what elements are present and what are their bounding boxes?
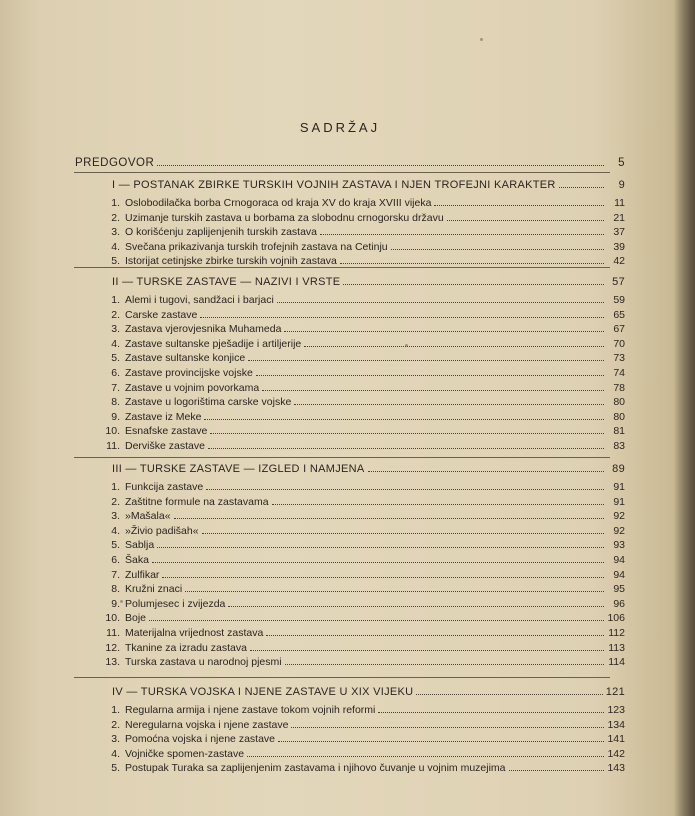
item-title: Zastava vjerovjesnika Muhameda bbox=[125, 323, 282, 336]
chapter-item-text bbox=[100, 597, 225, 611]
page-number: 78 bbox=[613, 381, 625, 394]
section-divider bbox=[74, 457, 610, 458]
chapter-item bbox=[100, 424, 625, 438]
chapter-item-text bbox=[100, 538, 154, 552]
page-number: 57 bbox=[612, 276, 625, 288]
page-number: 59 bbox=[613, 294, 625, 306]
dot-leader bbox=[378, 703, 604, 713]
page-number: 91 bbox=[613, 481, 625, 493]
section-divider bbox=[74, 172, 610, 173]
item-number: 3. bbox=[111, 323, 120, 336]
page-number: 37 bbox=[613, 226, 625, 239]
item-title: Oslobodilačka borba Crnogoraca od kraja XV do kraja XVIII vijeka bbox=[125, 197, 432, 209]
dot-leader bbox=[343, 275, 604, 285]
page-number: 42 bbox=[613, 255, 625, 268]
chapter-heading-text bbox=[112, 685, 413, 699]
item-title: Svečana prikazivanja turskih trofejnih zastava na Cetinju bbox=[125, 240, 388, 253]
chapter-item-text bbox=[100, 553, 149, 567]
item-title: Polumjesec i zvijezda bbox=[125, 597, 226, 610]
item-title: Zastave provincijske vojske bbox=[125, 367, 253, 379]
item-title: I — POSTANAK ZBIRKE TURSKIH VOJNIH ZASTAVA I NJEN TROFEJNI KARAKTER bbox=[112, 179, 556, 191]
item-title: »Mašala« bbox=[125, 510, 171, 523]
item-number: 11. bbox=[106, 627, 120, 639]
paper-speck bbox=[480, 38, 483, 41]
dot-leader bbox=[162, 568, 604, 578]
item-number: 4. bbox=[111, 524, 120, 537]
item-title: Sablja bbox=[125, 539, 155, 552]
page-number: 121 bbox=[605, 686, 625, 698]
dot-leader bbox=[294, 395, 604, 405]
item-number: 5. bbox=[111, 255, 120, 268]
dot-leader bbox=[204, 410, 604, 420]
chapter-item-text bbox=[100, 225, 317, 239]
chapter-item-text bbox=[100, 509, 171, 523]
item-number: 8. bbox=[111, 583, 120, 596]
dot-leader bbox=[447, 211, 604, 221]
item-title: Istorijat cetinjske zbirke turskih vojnih zastava bbox=[125, 255, 337, 268]
item-number: 2. bbox=[111, 308, 120, 321]
dot-leader bbox=[291, 718, 604, 728]
item-title: Zastave u vojnim povorkama bbox=[125, 381, 260, 394]
chapter-item bbox=[100, 495, 625, 509]
dot-leader bbox=[256, 366, 604, 376]
chapter-item bbox=[100, 582, 625, 596]
page-number: 142 bbox=[607, 747, 625, 760]
dot-leader bbox=[250, 641, 604, 651]
dot-leader bbox=[210, 424, 604, 434]
dot-leader bbox=[149, 611, 604, 621]
item-number: 3. bbox=[111, 510, 120, 523]
chapter-item-text bbox=[100, 480, 203, 494]
item-title: O korišćenju zaplijenjenih turskih zastava bbox=[125, 226, 318, 239]
chapter-item bbox=[100, 703, 625, 717]
chapter-item-text bbox=[100, 703, 375, 717]
item-title: II — TURSKE ZASTAVE — NAZIVI I VRSTE bbox=[112, 276, 341, 288]
chapter-item-text bbox=[100, 495, 269, 509]
dot-leader bbox=[320, 225, 604, 235]
chapter-item-text bbox=[100, 240, 388, 254]
chapter-item-text bbox=[100, 366, 253, 380]
item-title: Zulfikar bbox=[125, 568, 160, 581]
chapter-heading bbox=[112, 685, 625, 699]
item-number: 7. bbox=[111, 381, 120, 394]
item-title: PREDGOVOR bbox=[75, 157, 155, 169]
dot-leader bbox=[248, 351, 604, 361]
item-title: Šaka bbox=[125, 554, 149, 566]
item-title: Kružni znaci bbox=[125, 583, 183, 596]
page-number: 94 bbox=[613, 554, 625, 566]
chapter-item-text bbox=[100, 582, 182, 596]
chapter-item bbox=[100, 553, 625, 567]
chapter-item-text bbox=[100, 655, 282, 669]
dot-leader bbox=[368, 462, 604, 472]
page-number: 39 bbox=[613, 240, 625, 253]
chapter-item-text bbox=[100, 337, 301, 351]
page-number: 81 bbox=[613, 425, 625, 438]
chapter-heading bbox=[112, 178, 625, 192]
item-title: IV — TURSKA VOJSKA I NJENE ZASTAVE U XIX VIJEKU bbox=[112, 686, 414, 698]
page-number: 70 bbox=[613, 337, 625, 350]
page-number: 65 bbox=[613, 308, 625, 321]
item-number: 6. bbox=[111, 554, 120, 566]
chapter-item-text bbox=[100, 308, 197, 322]
chapter-item bbox=[100, 381, 625, 395]
dot-leader bbox=[416, 685, 602, 695]
item-number: 13. bbox=[105, 656, 120, 669]
dot-leader bbox=[206, 480, 604, 490]
item-title: Alemi i tugovi, sandžaci i barjaci bbox=[125, 294, 274, 306]
dot-leader bbox=[559, 178, 604, 188]
chapter-item-text bbox=[100, 626, 263, 640]
dot-leader bbox=[266, 626, 604, 636]
item-title: Pomoćna vojska i njene zastave bbox=[125, 733, 275, 746]
dot-leader bbox=[157, 156, 604, 166]
chapter-item bbox=[100, 439, 625, 453]
chapter-item bbox=[100, 732, 625, 746]
item-title: Regularna armija i njene zastave tokom vojnih reformi bbox=[125, 704, 376, 716]
item-title: Funkcija zastave bbox=[125, 481, 204, 493]
chapter-item-text bbox=[100, 322, 281, 336]
item-number: 9. bbox=[111, 597, 120, 610]
dot-leader bbox=[152, 553, 604, 563]
page-number: 113 bbox=[608, 641, 625, 654]
dot-leader bbox=[174, 509, 604, 519]
chapter-item bbox=[100, 351, 625, 365]
dot-leader bbox=[208, 439, 604, 449]
item-number: 1. bbox=[111, 294, 120, 306]
page-number: 89 bbox=[612, 463, 625, 475]
page-number: 5 bbox=[618, 157, 625, 169]
dot-leader bbox=[340, 254, 604, 264]
item-number: 5. bbox=[111, 762, 120, 775]
chapter-item-text bbox=[100, 761, 506, 775]
item-title: Zaštitne formule na zastavama bbox=[125, 495, 269, 508]
chapter-item-text bbox=[100, 196, 431, 210]
chapter-item-text bbox=[100, 211, 444, 225]
item-number: 12. bbox=[105, 641, 120, 654]
chapter-heading-text bbox=[112, 462, 365, 476]
dot-leader bbox=[285, 655, 604, 665]
item-number: 4. bbox=[111, 747, 120, 760]
item-number: 1. bbox=[111, 481, 120, 493]
chapter-heading bbox=[112, 462, 625, 476]
chapter-item bbox=[100, 395, 625, 409]
chapter-item bbox=[100, 337, 625, 351]
chapter-item-text bbox=[100, 747, 244, 761]
page-number: 123 bbox=[607, 704, 625, 716]
page-number: 114 bbox=[608, 656, 625, 669]
section-divider bbox=[74, 267, 610, 268]
toc-title: SADRŽAJ bbox=[299, 120, 381, 135]
chapter-item bbox=[100, 410, 625, 424]
chapter-heading bbox=[112, 275, 625, 289]
dot-leader bbox=[247, 747, 604, 757]
page-number: 92 bbox=[613, 524, 625, 537]
item-number: 6. bbox=[111, 367, 120, 379]
chapter-item-text bbox=[100, 732, 275, 746]
chapter-item bbox=[100, 509, 625, 523]
page-number: 94 bbox=[613, 568, 625, 581]
item-number: 11. bbox=[106, 440, 120, 452]
chapter-item bbox=[100, 308, 625, 322]
chapter-item bbox=[100, 655, 625, 669]
chapter-item bbox=[100, 293, 625, 307]
page-number: 143 bbox=[607, 762, 625, 775]
chapter-item bbox=[100, 366, 625, 380]
page-number: 141 bbox=[607, 733, 625, 746]
item-number: 8. bbox=[111, 396, 120, 409]
chapter-item bbox=[100, 240, 625, 254]
chapter-item bbox=[100, 718, 625, 732]
chapter-item bbox=[100, 611, 625, 625]
page-number: 11 bbox=[614, 197, 625, 209]
dot-leader bbox=[509, 761, 604, 771]
chapter-item bbox=[100, 225, 625, 239]
item-number: 1. bbox=[111, 197, 120, 209]
item-number: 7. bbox=[111, 568, 120, 581]
item-title: Tkanine za izradu zastava bbox=[125, 641, 247, 654]
item-number: 1. bbox=[111, 704, 120, 716]
item-number: 3. bbox=[111, 226, 120, 239]
chapter-item bbox=[100, 538, 625, 552]
item-title: Zastave sultanske konjice bbox=[125, 352, 246, 365]
chapter-item-text bbox=[100, 351, 245, 365]
item-title: Zastave sultanske pješadije i artiljerije bbox=[125, 337, 302, 350]
page-number: 93 bbox=[613, 539, 625, 552]
chapter-heading-text bbox=[112, 275, 340, 289]
chapter-item-text bbox=[100, 568, 159, 582]
item-title: Uzimanje turskih zastava u borbama za slobodnu crnogorsku državu bbox=[125, 211, 444, 224]
chapter-item bbox=[100, 761, 625, 775]
chapter-item bbox=[100, 524, 625, 538]
page-number: 80 bbox=[613, 410, 625, 423]
dot-leader bbox=[185, 582, 604, 592]
chapter-item bbox=[100, 626, 625, 640]
dot-leader bbox=[200, 308, 604, 318]
item-title: Esnafske zastave bbox=[125, 425, 208, 438]
preface-entry bbox=[75, 156, 625, 170]
section-divider bbox=[74, 677, 610, 678]
page-number: 9 bbox=[618, 179, 625, 191]
item-number: 5. bbox=[111, 539, 120, 552]
chapter-item-text bbox=[100, 293, 274, 307]
dot-leader bbox=[262, 381, 604, 391]
page-number: 83 bbox=[613, 440, 625, 452]
page-number: 80 bbox=[613, 396, 625, 409]
chapter-item bbox=[100, 196, 625, 210]
item-title: Neregularna vojska i njene zastave bbox=[125, 718, 289, 731]
item-number: 10. bbox=[105, 612, 120, 625]
item-title: Derviške zastave bbox=[125, 440, 205, 452]
chapter-item bbox=[100, 641, 625, 655]
page-number: 73 bbox=[613, 352, 625, 365]
chapter-heading-text bbox=[112, 178, 556, 192]
chapter-item bbox=[100, 211, 625, 225]
item-title: Zastave iz Meke bbox=[125, 410, 202, 423]
chapter-item bbox=[100, 597, 625, 611]
item-title: Carske zastave bbox=[125, 308, 198, 321]
dot-leader bbox=[272, 495, 604, 505]
item-title: Turska zastava u narodnoj pjesmi bbox=[125, 656, 282, 669]
item-title: Boje bbox=[125, 612, 147, 625]
chapter-item-text bbox=[100, 424, 207, 438]
page-number: 112 bbox=[608, 627, 625, 639]
item-title: III — TURSKE ZASTAVE — IZGLED I NAMJENA bbox=[112, 463, 365, 475]
page-number: 96 bbox=[613, 597, 625, 610]
dot-leader bbox=[434, 196, 604, 206]
dot-leader bbox=[228, 597, 604, 607]
dot-leader bbox=[157, 538, 604, 548]
chapter-item-text bbox=[100, 439, 205, 453]
item-number: 3. bbox=[111, 733, 120, 746]
dot-leader bbox=[304, 337, 604, 347]
page-number: 21 bbox=[613, 211, 625, 224]
page-number: 74 bbox=[613, 367, 625, 379]
item-number: 2. bbox=[111, 718, 120, 731]
item-number: 5. bbox=[111, 352, 120, 365]
item-title: »Živio padišah« bbox=[125, 524, 199, 537]
item-number: 2. bbox=[111, 211, 120, 224]
dot-leader bbox=[391, 240, 604, 250]
chapter-item-text bbox=[100, 524, 199, 538]
chapter-item-text bbox=[100, 611, 146, 625]
page-number: 91 bbox=[613, 495, 625, 508]
dot-leader bbox=[202, 524, 604, 534]
chapter-item-text bbox=[100, 718, 288, 732]
item-title: Zastave u logorištima carske vojske bbox=[125, 396, 292, 409]
item-number: 4. bbox=[111, 240, 120, 253]
chapter-item-text bbox=[100, 410, 201, 424]
page-number: 95 bbox=[613, 583, 625, 596]
chapter-item-text bbox=[100, 381, 259, 395]
dot-leader bbox=[284, 322, 604, 332]
page-number: 134 bbox=[607, 718, 625, 731]
chapter-item-text bbox=[100, 641, 247, 655]
dot-leader bbox=[278, 732, 604, 742]
page-number: 67 bbox=[613, 323, 625, 336]
item-number: 10. bbox=[105, 425, 120, 438]
item-number: 2. bbox=[111, 495, 120, 508]
item-number: 9. bbox=[111, 410, 120, 423]
item-title: Materijalna vrijednost zastava bbox=[125, 627, 264, 639]
preface-entry-text bbox=[75, 156, 154, 170]
chapter-item-text bbox=[100, 395, 291, 409]
chapter-item bbox=[100, 480, 625, 494]
item-number: 4. bbox=[111, 337, 120, 350]
chapter-item bbox=[100, 568, 625, 582]
dot-leader bbox=[277, 293, 604, 303]
item-title: Postupak Turaka sa zaplijenjenim zastavama i njihovo čuvanje u vojnim muzejima bbox=[125, 762, 506, 775]
chapter-item bbox=[100, 747, 625, 761]
page-number: 92 bbox=[613, 510, 625, 523]
page-number: 106 bbox=[607, 612, 625, 625]
chapter-item bbox=[100, 322, 625, 336]
item-title: Vojničke spomen-zastave bbox=[125, 747, 245, 760]
